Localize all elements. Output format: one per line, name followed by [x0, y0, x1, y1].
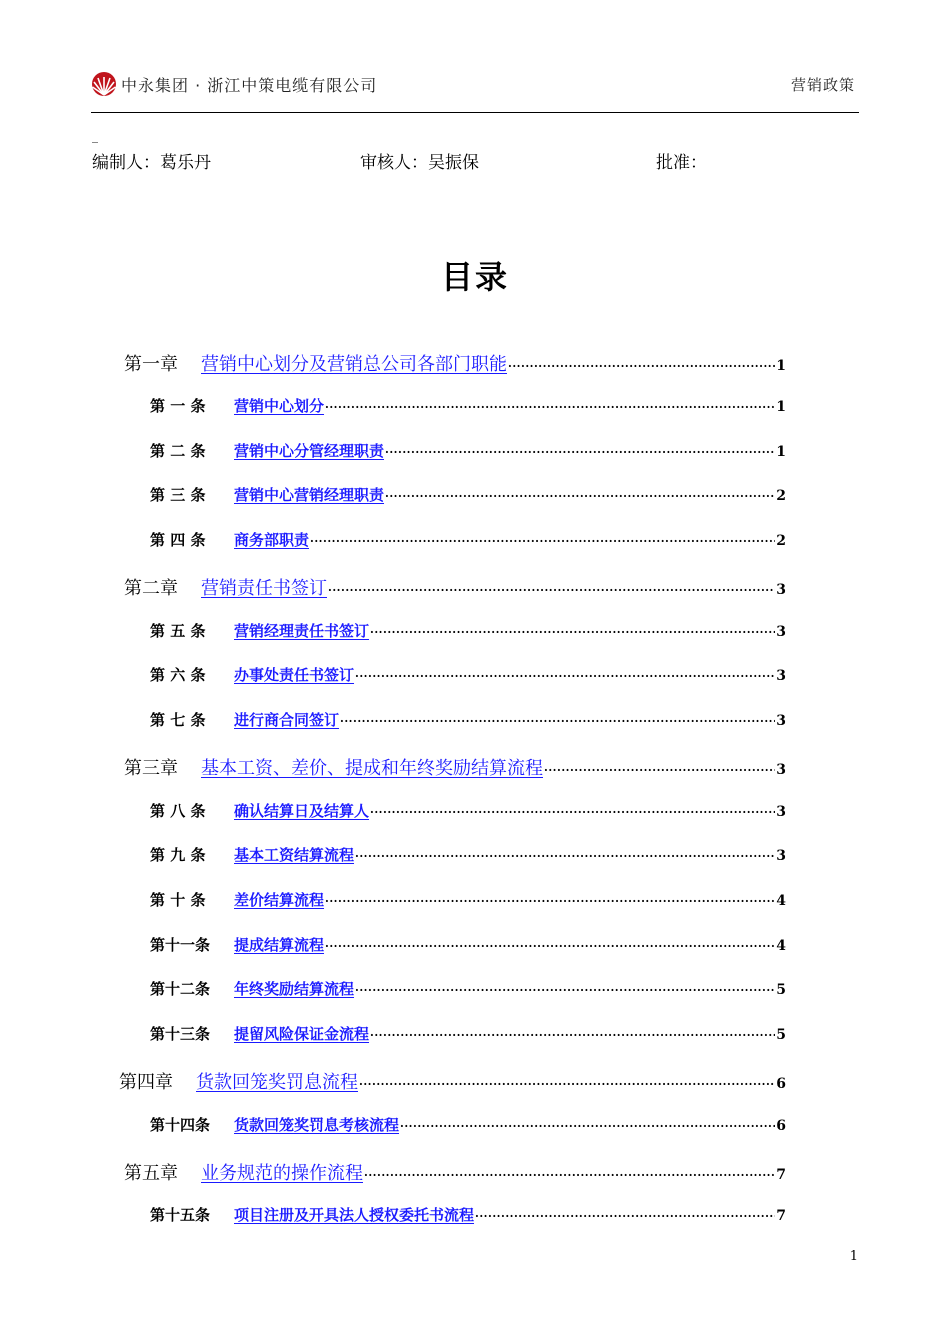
toc-entry-link[interactable]: 营销中心划分: [234, 397, 325, 415]
author-field: 编制人：葛乐丹: [92, 153, 211, 173]
toc-entry-link[interactable]: 办事处责任书签订: [234, 666, 355, 684]
toc-article-row: [150, 529, 786, 550]
toc-dot-leader: [325, 940, 775, 953]
toc-entry-label: 第 一 条: [150, 397, 206, 415]
toc-page-number: 1: [776, 444, 786, 460]
toc-article-row: [150, 1023, 786, 1044]
toc-article-row: [150, 800, 786, 821]
toc-entry-label: 第 三 条: [150, 486, 206, 504]
toc-dot-leader: [385, 446, 775, 459]
toc-dot-leader: [340, 715, 775, 728]
toc-entry-label: 第四章: [119, 1072, 173, 1093]
toc-entry-link[interactable]: 项目注册及开具法人授权委托书流程: [234, 1206, 475, 1224]
toc-entry-link[interactable]: 货款回笼奖罚息流程: [196, 1072, 358, 1093]
toc-dot-leader: [325, 401, 775, 414]
toc-entry-label: 第三章: [124, 758, 178, 779]
toc-article-row: [150, 664, 786, 685]
toc-page-number: 5: [776, 982, 786, 998]
toc-page-number: 3: [776, 804, 786, 820]
approver-field: 批准：: [656, 153, 707, 173]
toc-page-number: 3: [776, 624, 786, 640]
signers-line: [92, 148, 860, 174]
toc-entry-label: 第 五 条: [150, 622, 206, 640]
toc-page-number: 1: [776, 399, 786, 415]
toc-dot-leader: [370, 1029, 775, 1042]
toc-entry-link[interactable]: 业务规范的操作流程: [201, 1163, 363, 1184]
toc-article-row: [150, 934, 786, 955]
toc-chapter-row: [124, 1159, 786, 1185]
toc-entry-label: 第十三条: [150, 1025, 211, 1043]
toc-dot-leader: [475, 1210, 775, 1223]
toc-article-row: [150, 620, 786, 641]
toc-entry-link[interactable]: 货款回笼奖罚息考核流程: [234, 1116, 400, 1134]
toc-page-number: 4: [776, 893, 786, 909]
toc-entry-label: 第十一条: [150, 936, 211, 954]
toc-entry-label: 第 七 条: [150, 711, 206, 729]
page-header: [91, 70, 859, 113]
toc-chapter-row: [119, 1068, 786, 1094]
toc-entry-link[interactable]: 商务部职责: [234, 531, 310, 549]
toc-page-number: 3: [776, 713, 786, 729]
toc-page-number: 7: [776, 1167, 786, 1183]
toc-entry-link[interactable]: 提成结算流程: [234, 936, 325, 954]
toc-entry-link[interactable]: 营销中心分管经理职责: [234, 442, 385, 460]
toc-entry-label: 第十四条: [150, 1116, 211, 1134]
toc-page-number: 7: [776, 1208, 786, 1224]
dash-mark: _: [92, 129, 98, 143]
toc-entry-link[interactable]: 年终奖励结算流程: [234, 980, 355, 998]
toc-page-number: 5: [776, 1027, 786, 1043]
toc-dot-leader: [355, 984, 775, 997]
toc-page-number: 2: [776, 488, 786, 504]
toc-entry-label: 第 二 条: [150, 442, 206, 460]
toc-dot-leader: [508, 360, 775, 373]
page-number: 1: [849, 1249, 858, 1264]
toc-entry-label: 第 八 条: [150, 802, 206, 820]
toc-entry-label: 第二章: [124, 578, 178, 599]
toc-entry-link[interactable]: 提留风险保证金流程: [234, 1025, 370, 1043]
toc-entry-label: 第 十 条: [150, 891, 206, 909]
toc-dot-leader: [370, 626, 775, 639]
section-label: 营销政策: [790, 76, 855, 94]
toc-dot-leader: [328, 584, 775, 597]
toc-dot-leader: [544, 764, 775, 777]
toc-chapter-row: [124, 754, 786, 780]
toc-entry-label: 第 九 条: [150, 846, 206, 864]
header-brand: [91, 70, 377, 98]
toc-entry-label: 第十二条: [150, 980, 211, 998]
toc-page-number: 3: [776, 762, 786, 778]
toc-chapter-row: [124, 350, 786, 376]
toc-entry-link[interactable]: 营销经理责任书签订: [234, 622, 370, 640]
toc-article-row: [150, 440, 786, 461]
company-name: 中永集团 · 浙江中策电缆有限公司: [121, 75, 378, 95]
toc-article-row: [150, 1114, 786, 1135]
toc-entry-link[interactable]: 基本工资、差价、提成和年终奖励结算流程: [201, 758, 543, 779]
toc-entry-link[interactable]: 基本工资结算流程: [234, 846, 355, 864]
toc-entry-link[interactable]: 营销中心营销经理职责: [234, 486, 385, 504]
toc-dot-leader: [400, 1120, 775, 1133]
toc-article-row: [150, 889, 786, 910]
toc-dot-leader: [325, 895, 775, 908]
toc-page-number: 3: [776, 582, 786, 598]
toc-page-number: 4: [776, 938, 786, 954]
toc-entry-link[interactable]: 营销中心划分及营销总公司各部门职能: [201, 354, 507, 375]
toc-article-row: [150, 395, 786, 416]
toc-page-number: 3: [776, 848, 786, 864]
toc-page-number: 6: [776, 1076, 786, 1092]
toc-page-number: 1: [776, 358, 786, 374]
toc-page-number: 6: [776, 1118, 786, 1134]
toc-dot-leader: [385, 490, 775, 503]
toc-dot-leader: [364, 1169, 775, 1182]
toc-dot-leader: [355, 850, 775, 863]
toc-article-row: [150, 709, 786, 730]
reviewer-field: 审核人：吴振保: [360, 153, 479, 173]
toc-article-row: [150, 484, 786, 505]
toc-article-row: [150, 844, 786, 865]
toc-dot-leader: [310, 535, 775, 548]
toc-dot-leader: [359, 1078, 775, 1091]
sunburst-logo-icon: [91, 71, 117, 97]
toc-entry-label: 第 四 条: [150, 531, 206, 549]
toc-entry-label: 第十五条: [150, 1206, 211, 1224]
toc-page-number: 3: [776, 668, 786, 684]
toc-entry-link[interactable]: 确认结算日及结算人: [234, 802, 370, 820]
toc-article-row: [150, 978, 786, 999]
toc-title: 目录: [440, 258, 509, 296]
toc-chapter-row: [124, 574, 786, 600]
toc-article-row: [150, 1204, 786, 1225]
toc-page-number: 2: [776, 533, 786, 549]
toc-dot-leader: [355, 670, 775, 683]
toc-entry-label: 第一章: [124, 354, 178, 375]
toc-dot-leader: [370, 806, 775, 819]
toc-entry-label: 第五章: [124, 1163, 178, 1184]
toc-entry-label: 第 六 条: [150, 666, 206, 684]
toc-entry-link[interactable]: 差价结算流程: [234, 891, 325, 909]
toc-entry-link[interactable]: 进行商合同签订: [234, 711, 340, 729]
toc-entry-link[interactable]: 营销责任书签订: [201, 578, 327, 599]
